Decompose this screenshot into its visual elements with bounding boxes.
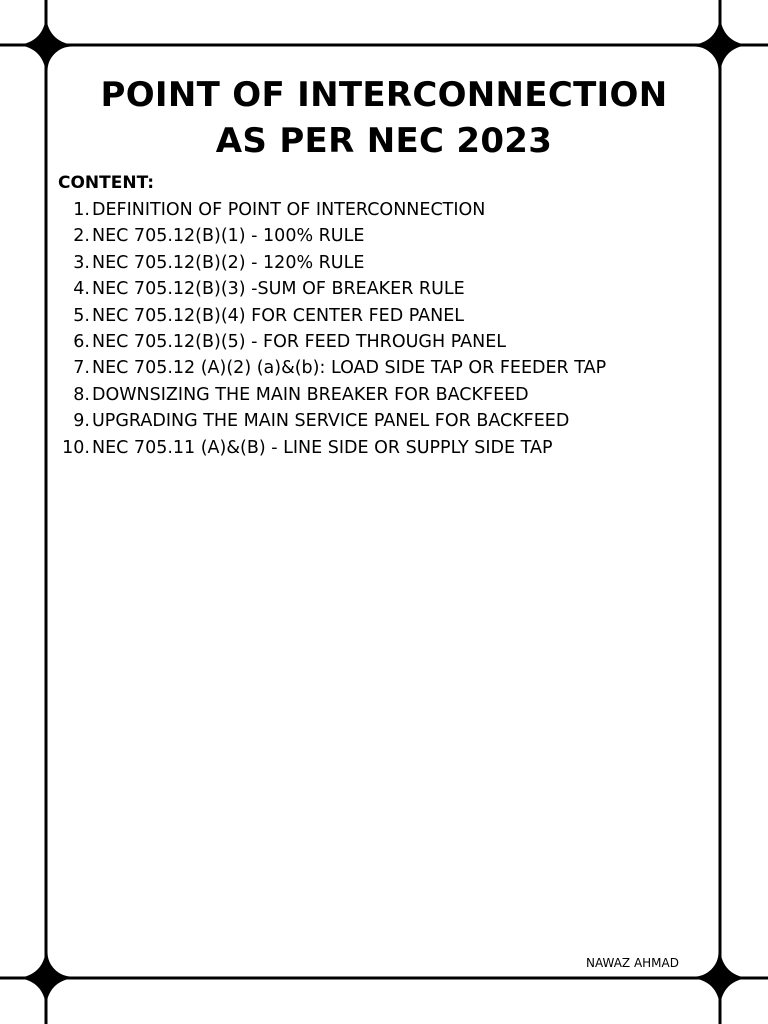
list-item-number: 10. <box>62 437 90 458</box>
list-item-number: 1. <box>73 200 90 220</box>
list-item-number: 4. <box>73 279 90 300</box>
list-item <box>56 197 716 223</box>
table-of-contents <box>56 197 716 461</box>
list-item-number: 8. <box>73 384 90 405</box>
list-item <box>56 329 716 355</box>
list-item <box>56 303 716 329</box>
list-item-text: NEC 705.12(B)(1) - 100% RULE <box>92 226 365 247</box>
list-item <box>56 408 716 434</box>
list-item-number: 9. <box>73 411 90 432</box>
list-item-number: 2. <box>73 226 90 247</box>
list-item <box>56 355 716 381</box>
title-line-2: AS PER NEC 2023 <box>215 121 553 161</box>
list-item-number: 6. <box>73 332 90 353</box>
list-item-number: 5. <box>73 305 90 326</box>
list-item-text: DOWNSIZING THE MAIN BREAKER FOR BACKFEED <box>92 384 529 405</box>
list-item-text: NEC 705.12(B)(2) - 120% RULE <box>92 252 365 273</box>
list-item-text: UPGRADING THE MAIN SERVICE PANEL FOR BACKFEED <box>92 411 570 432</box>
list-item-text: NEC 705.12(B)(4) FOR CENTER FED PANEL <box>92 305 465 326</box>
list-item-text: DEFINITION OF POINT OF INTERCONNECTION <box>92 200 486 220</box>
page-title <box>48 72 720 164</box>
list-item <box>56 382 716 408</box>
content-label: CONTENT: <box>58 173 155 193</box>
author-name: NAWAZ AHMAD <box>585 956 679 970</box>
title-line-1: POINT OF INTERCONNECTION <box>100 75 668 115</box>
list-item-text: NEC 705.12(B)(3) -SUM OF BREAKER RULE <box>92 279 465 300</box>
list-item-text: NEC 705.12(B)(5) - FOR FEED THROUGH PANEL <box>92 332 507 353</box>
list-item-number: 7. <box>73 358 90 379</box>
list-item-number: 3. <box>73 252 90 273</box>
list-item <box>56 223 716 249</box>
list-item <box>56 276 716 302</box>
list-item <box>56 435 716 461</box>
list-item <box>56 250 716 276</box>
list-item-text: NEC 705.12 (A)(2) (a)&(b): LOAD SIDE TAP OR FEEDER TAP <box>92 358 607 379</box>
list-item-text: NEC 705.11 (A)&(B) - LINE SIDE OR SUPPLY SIDE TAP <box>92 437 553 458</box>
